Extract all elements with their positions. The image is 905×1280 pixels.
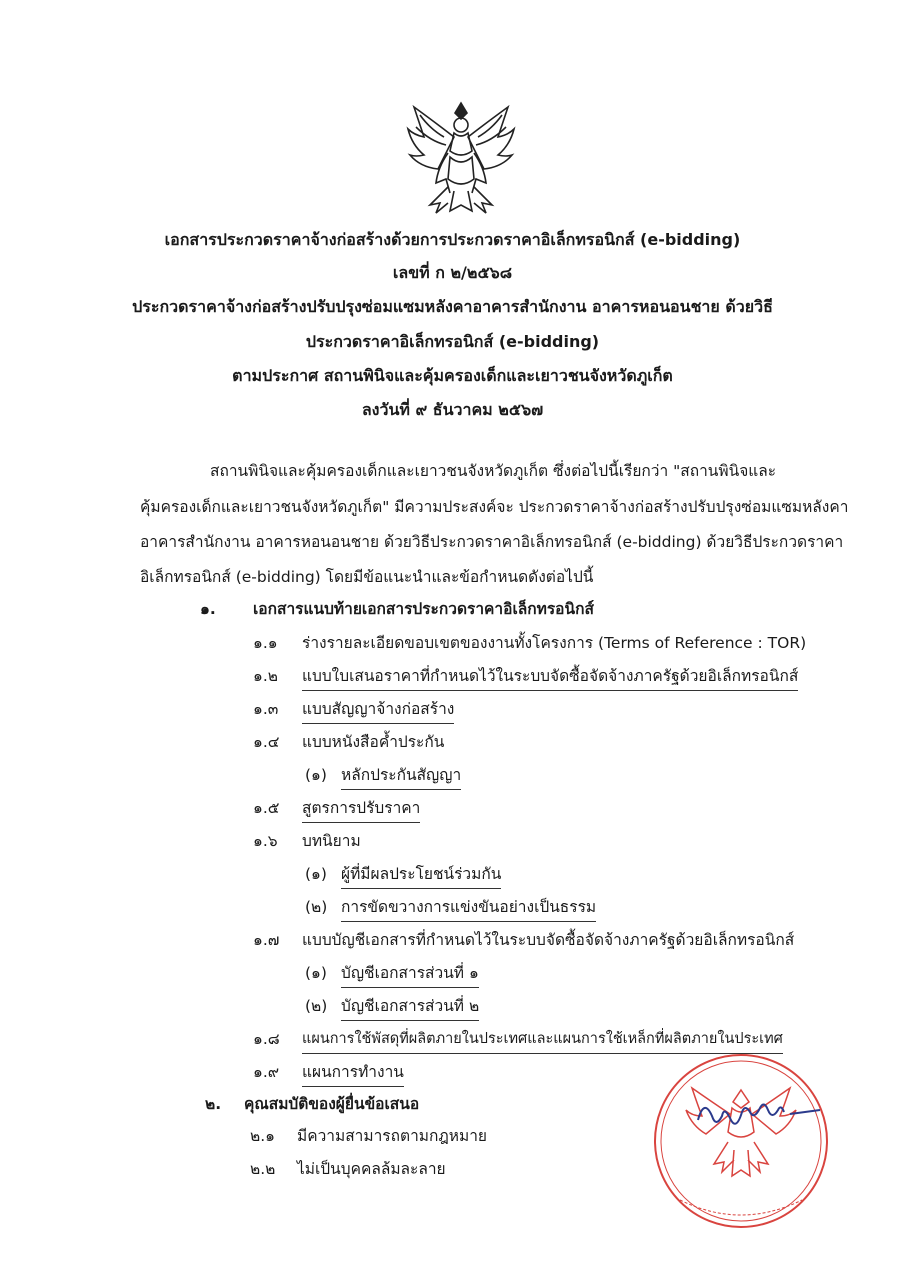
official-seal-icon <box>650 1050 832 1232</box>
item-1-6-text: บทนิยาม <box>302 832 361 850</box>
item-1-5-link[interactable]: สูตรการปรับราคา <box>302 797 420 823</box>
item-1-6-1-number: (๑) <box>305 865 327 883</box>
item-2-2-text: ไม่เป็นบุคคลล้มละลาย <box>297 1160 446 1178</box>
section-1-title: เอกสารแนบท้ายเอกสารประกวดราคาอิเล็กทรอนิกส์ <box>253 600 594 618</box>
item-1-7-number: ๑.๗ <box>253 931 280 949</box>
section-2-number: ๒. <box>205 1095 222 1113</box>
item-1-6-number: ๑.๖ <box>253 832 278 850</box>
item-1-1-text: ร่างรายละเอียดขอบเขตของงานทั้งโครงการ (Terms of Reference : TOR) <box>302 634 807 652</box>
item-1-2-link[interactable]: แบบใบเสนอราคาที่กำหนดไว้ในระบบจัดซื้อจัดจ้างภาครัฐด้วยอิเล็กทรอนิกส์ <box>302 665 798 691</box>
item-1-8-number: ๑.๘ <box>253 1030 280 1048</box>
doc-number: เลขที่ ก ๒/๒๕๖๘ <box>392 263 513 282</box>
intro-line-4: อิเล็กทรอนิกส์ (e-bidding) โดยมีข้อแนะนำและข้อกำหนดดังต่อไปนี้ <box>140 568 594 586</box>
intro-line-3: อาคารสำนักงาน อาคารหอนอนชาย ด้วยวิธีประกวดราคาอิเล็กทรอนิกส์ (e-bidding) ด้วยวิธีประกวดราคา <box>140 533 844 551</box>
doc-title: เอกสารประกวดราคาจ้างก่อสร้างด้วยการประกวดราคาอิเล็กทรอนิกส์ (e-bidding) <box>164 230 741 249</box>
announcement-line: ตามประกาศ สถานพินิจและคุ้มครองเด็กและเยาวชนจังหวัดภูเก็ต <box>232 366 673 385</box>
item-1-9-number: ๑.๙ <box>253 1063 280 1081</box>
garuda-emblem-icon <box>398 95 524 221</box>
item-1-7-text: แบบบัญชีเอกสารที่กำหนดไว้ในระบบจัดซื้อจัดจ้างภาครัฐด้วยอิเล็กทรอนิกส์ <box>302 931 795 949</box>
section-1-number: ๑. <box>200 600 216 618</box>
item-1-4-1-number: (๑) <box>305 766 327 784</box>
item-1-1-number: ๑.๑ <box>253 634 278 652</box>
signature-icon <box>690 1090 840 1140</box>
item-1-8-link[interactable]: แผนการใช้พัสดุที่ผลิตภายในประเทศและแผนการใช้เหล็กที่ผลิตภายในประเทศ <box>302 1028 783 1054</box>
item-1-3-number: ๑.๓ <box>253 700 279 718</box>
item-1-2-number: ๑.๒ <box>253 667 278 685</box>
item-2-1-number: ๒.๑ <box>250 1127 275 1145</box>
item-1-9-link[interactable]: แผนการทำงาน <box>302 1061 404 1087</box>
intro-line-2: คุ้มครองเด็กและเยาวชนจังหวัดภูเก็ต" มีความประสงค์จะ ประกวดราคาจ้างก่อสร้างปรับปรุงซ่อมแซมหลังคา <box>140 498 849 516</box>
item-2-1-text: มีความสามารถตามกฎหมาย <box>297 1127 488 1145</box>
item-1-7-2-number: (๒) <box>305 997 328 1015</box>
item-1-4-1-link[interactable]: หลักประกันสัญญา <box>341 764 461 790</box>
item-1-7-1-link[interactable]: บัญชีเอกสารส่วนที่ ๑ <box>341 962 479 988</box>
item-1-6-2-link[interactable]: การขัดขวางการแข่งขันอย่างเป็นธรรม <box>341 896 596 922</box>
item-1-4-number: ๑.๔ <box>253 733 280 751</box>
item-1-6-2-number: (๒) <box>305 898 328 916</box>
project-title-line2: ประกวดราคาอิเล็กทรอนิกส์ (e-bidding) <box>305 332 600 351</box>
item-2-2-number: ๒.๒ <box>250 1160 276 1178</box>
item-1-5-number: ๑.๕ <box>253 799 280 817</box>
announcement-date: ลงวันที่ ๙ ธันวาคม ๒๕๖๗ <box>361 400 544 419</box>
item-1-7-2-link[interactable]: บัญชีเอกสารส่วนที่ ๒ <box>341 995 479 1021</box>
item-1-3-link[interactable]: แบบสัญญาจ้างก่อสร้าง <box>302 698 454 724</box>
project-title-line1: ประกวดราคาจ้างก่อสร้างปรับปรุงซ่อมแซมหลังคาอาคารสำนักงาน อาคารหอนอนชาย ด้วยวิธี <box>132 297 773 316</box>
item-1-4-text: แบบหนังสือค้ำประกัน <box>302 733 445 751</box>
section-2-title: คุณสมบัติของผู้ยื่นข้อเสนอ <box>244 1095 420 1113</box>
intro-line-1: สถานพินิจและคุ้มครองเด็กและเยาวชนจังหวัดภูเก็ต ซึ่งต่อไปนี้เรียกว่า "สถานพินิจและ <box>210 462 777 480</box>
item-1-7-1-number: (๑) <box>305 964 327 982</box>
item-1-6-1-link[interactable]: ผู้ที่มีผลประโยชน์ร่วมกัน <box>341 863 501 889</box>
